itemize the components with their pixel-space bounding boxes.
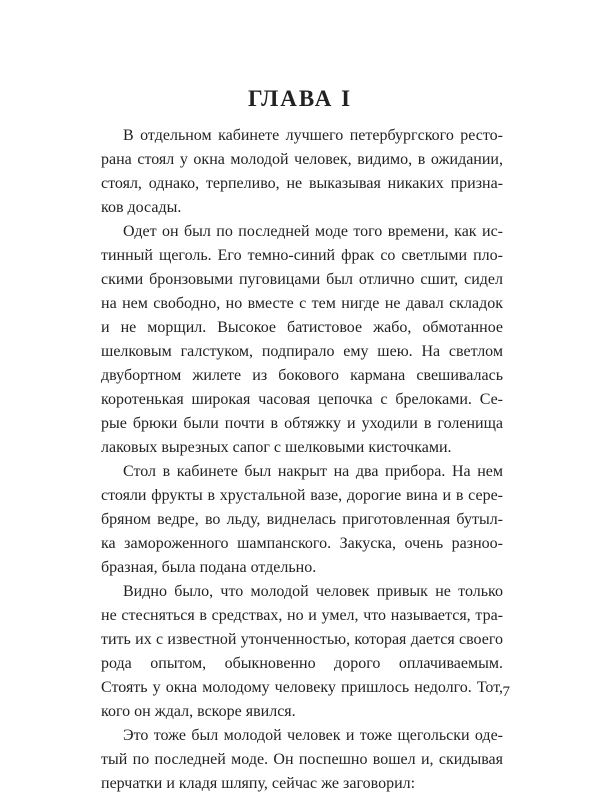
text-line: Видно было, что молодой человек привык не только	[123, 583, 503, 600]
text-line: тинный щеголь. Его темно-синий фрак со светлыми пло-	[101, 247, 503, 264]
text-line: кого он ждал, вскоре явился.	[101, 703, 296, 720]
paragraph-5	[101, 724, 503, 796]
text-line: бразная, была подана отдельно.	[101, 559, 317, 576]
text-line: Одет он был по последней моде того времени, как ис-	[123, 223, 503, 240]
page-number: 7	[502, 684, 510, 700]
text-line: двубортном жилете из бокового кармана свешивалась	[101, 367, 503, 384]
paragraph-3	[101, 460, 503, 580]
text-line: ка замороженного шампанского. Закуска, очень разноо-	[101, 535, 503, 552]
text-line: стояли фрукты в хрустальной вазе, дорогие вина и в сере-	[101, 487, 503, 504]
text-line: рые брюки были почти в обтяжку и уходили в голенища	[101, 415, 503, 432]
text-line: рана стоял у окна молодой человек, видимо, в ожидании,	[101, 151, 503, 168]
chapter-title: ГЛАВА I	[247, 86, 353, 111]
body-text	[101, 124, 503, 796]
text-line: Стол в кабинете был накрыт на два прибора. На нем	[123, 463, 503, 480]
text-line: и не морщил. Высокое батистовое жабо, обмотанное	[101, 319, 503, 336]
paragraph-1	[101, 124, 503, 220]
text-line: Стоять у окна молодому человеку пришлось недолго. Тот,	[101, 679, 503, 696]
text-line: лаковых вырезных сапог с шелковыми кисточками.	[101, 439, 452, 456]
text-line: Это тоже был молодой человек и тоже щегольски оде-	[123, 727, 503, 744]
text-line: перчатки и кладя шляпу, сейчас же заговорил:	[101, 775, 416, 792]
text-line: ков досады.	[101, 199, 182, 216]
paragraph-2	[101, 220, 503, 460]
text-line: скими бронзовыми пуговицами был отлично сшит, сидел	[101, 271, 503, 288]
text-line: на нем свободно, но вместе с тем нигде не давал складок	[101, 295, 503, 312]
text-line: тить их с известной утонченностью, которая дается своего	[101, 631, 503, 648]
paragraph-4	[101, 580, 503, 724]
text-line: рода опытом, обыкновенно дорого оплачиваемым.	[101, 655, 503, 672]
text-line: В отдельном кабинете лучшего петербургского ресто-	[123, 127, 503, 144]
text-line: стоял, однако, терпеливо, не выказывая никаких призна-	[101, 175, 503, 192]
text-line: бряном ведре, во льду, виднелась приготовленная бутыл-	[101, 511, 503, 528]
text-line: тый по последней моде. Он поспешно вошел и, скидывая	[101, 751, 503, 768]
text-line: коротенькая широкая часовая цепочка с брелоками. Се-	[101, 391, 503, 408]
text-line: не стесняться в средствах, но и умел, что называется, тра-	[101, 607, 503, 624]
text-line: шелковым галстуком, подпирало ему шею. На светлом	[101, 343, 503, 360]
